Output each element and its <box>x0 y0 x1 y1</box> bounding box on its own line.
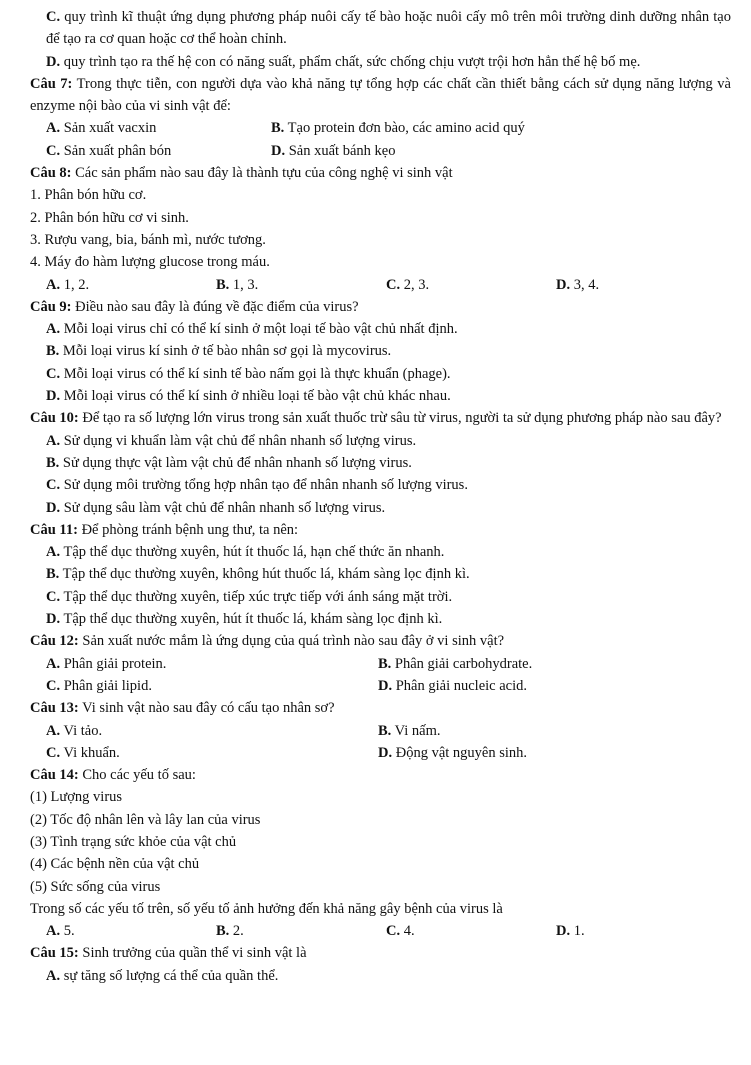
list-item: 1. Phân bón hữu cơ. <box>30 187 147 204</box>
question-14-options <box>30 920 731 942</box>
option-a: A. 1, 2. <box>46 276 90 293</box>
option-b: B. Vi nấm. <box>378 722 441 739</box>
question-7-options-row1 <box>30 117 731 139</box>
list-item: (1) Lượng virus <box>30 789 123 806</box>
option-a: A. Sản xuất vacxin <box>46 120 157 137</box>
question-7: Câu 7: Trong thực tiễn, con người dựa vào khả năng tự tổng hợp các chất cần thiết bằng cách sử dụng năng lượng và enzyme nội bào của vi sinh vật để: <box>30 75 731 115</box>
option-c: C. 2, 3. <box>386 276 430 293</box>
option-b: B. 2. <box>216 923 244 940</box>
option-b: B. 1, 3. <box>216 276 259 293</box>
question-14-prompt: Trong số các yếu tố trên, số yếu tố ảnh hưởng đến khả năng gây bệnh của virus là <box>30 900 503 917</box>
list-item: (5) Sức sống của virus <box>30 878 161 895</box>
option-b: B. Mỗi loại virus kí sinh ở tế bào nhân sơ gọi là mycovirus. <box>46 343 392 360</box>
question-9: Câu 9: Điều nào sau đây là đúng về đặc điểm của virus? <box>30 298 359 315</box>
option-d: D. Phân giải nucleic acid. <box>378 677 527 694</box>
list-item: 2. Phân bón hữu cơ vi sinh. <box>30 209 189 226</box>
question-14: Câu 14: Cho các yếu tố sau: <box>30 767 196 784</box>
option-b: B. Tạo protein đơn bào, các amino acid quý <box>271 120 525 137</box>
option-a: A. Mỗi loại virus chỉ có thể kí sinh ở một loại tế bào vật chủ nhất định. <box>46 321 458 338</box>
option-c: C. Tập thể dục thường xuyên, tiếp xúc trực tiếp với ánh sáng mặt trời. <box>46 588 453 605</box>
option-b: B. Tập thể dục thường xuyên, không hút thuốc lá, khám sàng lọc định kì. <box>46 566 470 583</box>
option-d: D. 3, 4. <box>556 276 600 293</box>
question-11: Câu 11: Để phòng tránh bệnh ung thư, ta nên: <box>30 521 299 538</box>
option-c: C. 4. <box>386 923 415 940</box>
question-8: Câu 8: Các sản phẩm nào sau đây là thành tựu của công nghệ vi sinh vật <box>30 165 453 182</box>
option-c: C. Mỗi loại virus có thể kí sinh tế bào nấm gọi là thực khuẩn (phage). <box>46 365 451 382</box>
option-a: A. Tập thể dục thường xuyên, hút ít thuốc lá, hạn chế thức ăn nhanh. <box>46 544 445 561</box>
option-a: A. sự tăng số lượng cá thể của quần thể. <box>46 967 279 984</box>
option-d: D. Động vật nguyên sinh. <box>378 744 528 761</box>
option-d: D. Tập thể dục thường xuyên, hút ít thuốc lá, khám sàng lọc định kì. <box>46 611 443 628</box>
option-c-prev: C. quy trình kĩ thuật ứng dụng phương pháp nuôi cấy tế bào hoặc nuôi cấy mô trên môi trường dinh dưỡng nhân tạo để tạo ra cơ quan hoặc cơ thể hoàn chỉnh. <box>46 9 731 48</box>
option-a: A. 5. <box>46 923 75 940</box>
option-b: B. Phân giải carbohydrate. <box>378 655 533 672</box>
question-8-options <box>30 274 731 296</box>
option-d: D. Sử dụng sâu làm vật chủ để nhân nhanh số lượng virus. <box>46 499 386 516</box>
option-d: D. Sản xuất bánh kẹo <box>271 142 396 159</box>
option-c: C. Sử dụng môi trường tổng hợp nhân tạo để nhân nhanh số lượng virus. <box>46 477 468 494</box>
question-12-options-row1 <box>30 653 731 675</box>
question-12: Câu 12: Sản xuất nước mắm là ứng dụng của quá trình nào sau đây ở vi sinh vật? <box>30 633 505 650</box>
option-c: C. Sản xuất phân bón <box>46 142 172 159</box>
list-item: 3. Rượu vang, bia, bánh mì, nước tương. <box>30 231 266 248</box>
list-item: 4. Máy đo hàm lượng glucose trong máu. <box>30 254 270 271</box>
option-d-prev: D. quy trình tạo ra thế hệ con có năng suất, phẩm chất, sức chống chịu vượt trội hơn hẳn thế hệ bố mẹ. <box>46 53 641 70</box>
question-10: Câu 10: Để tạo ra số lượng lớn virus trong sản xuất thuốc trừ sâu từ virus, người ta sử dụng phương pháp nào sau đây? <box>30 410 722 427</box>
option-a: A. Vi tảo. <box>46 722 103 739</box>
option-b: B. Sử dụng thực vật làm vật chủ để nhân nhanh số lượng virus. <box>46 454 412 471</box>
question-7-options-row2 <box>30 140 731 162</box>
option-d: D. Mỗi loại virus có thể kí sinh ở nhiều loại tế bào vật chủ khác nhau. <box>46 388 451 405</box>
list-item: (3) Tình trạng sức khỏe của vật chủ <box>30 833 237 850</box>
option-c: C. Phân giải lipid. <box>46 677 152 694</box>
question-13-options-row2 <box>30 742 731 764</box>
option-d: D. 1. <box>556 923 585 940</box>
question-15: Câu 15: Sinh trưởng của quần thể vi sinh vật là <box>30 945 307 962</box>
question-13: Câu 13: Vi sinh vật nào sau đây có cấu tạo nhân sơ? <box>30 700 335 717</box>
question-13-options-row1 <box>30 720 731 742</box>
option-c: C. Vi khuẩn. <box>46 744 120 761</box>
list-item: (2) Tốc độ nhân lên và lây lan của virus <box>30 811 261 828</box>
option-a: A. Sử dụng vi khuẩn làm vật chủ để nhân nhanh số lượng virus. <box>46 432 417 449</box>
question-12-options-row2 <box>30 675 731 697</box>
list-item: (4) Các bệnh nền của vật chủ <box>30 856 200 873</box>
option-a: A. Phân giải protein. <box>46 655 167 672</box>
